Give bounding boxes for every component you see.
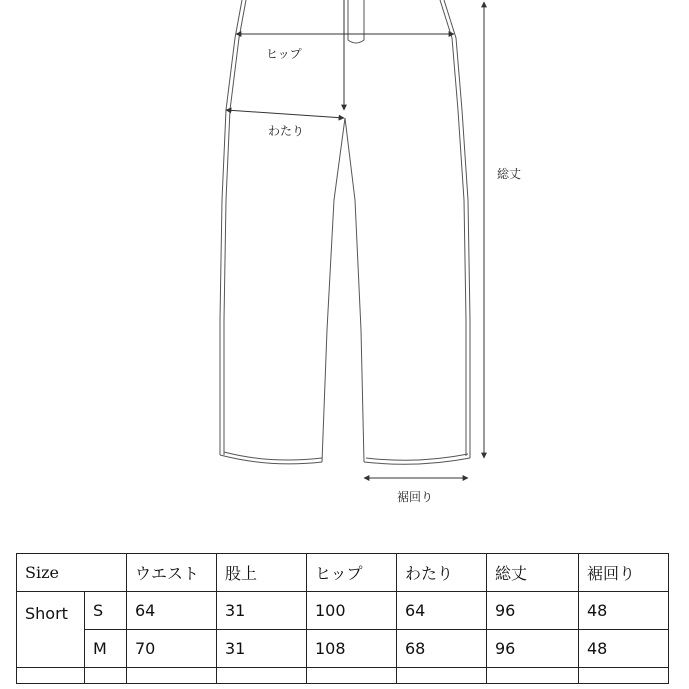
left-leg-inner — [322, 118, 345, 462]
right-leg-inner — [345, 118, 364, 462]
pants-outline — [220, 0, 470, 464]
size-cell: M — [85, 630, 127, 668]
cell — [85, 668, 127, 684]
size-chart-table — [16, 553, 669, 684]
cell — [217, 668, 307, 684]
value-cell: 68 — [397, 630, 487, 668]
value-cell: 100 — [307, 592, 397, 630]
table-row-cut-off — [17, 668, 669, 684]
header-size: Size — [17, 554, 127, 592]
cell — [17, 668, 85, 684]
header-waist: ウエスト — [127, 554, 217, 592]
header-rise: 股上 — [217, 554, 307, 592]
hem-label: 裾回り — [397, 490, 434, 504]
fly-stitch — [348, 0, 364, 43]
cell — [307, 668, 397, 684]
cell — [397, 668, 487, 684]
thigh-label: わたり — [268, 124, 305, 138]
size-group-label: Short — [17, 592, 85, 668]
value-cell: 48 — [579, 630, 669, 668]
hip-label: ヒップ — [266, 47, 302, 61]
table-row — [17, 592, 669, 630]
value-cell: 64 — [397, 592, 487, 630]
value-cell: 31 — [217, 630, 307, 668]
table-header-row — [17, 554, 669, 592]
cell — [127, 668, 217, 684]
size-cell: S — [85, 592, 127, 630]
header-hem: 裾回り — [579, 554, 669, 592]
measurement-arrows — [226, 0, 484, 478]
cell — [487, 668, 579, 684]
length-label: 総丈 — [497, 167, 522, 181]
value-cell: 64 — [127, 592, 217, 630]
header-thigh: わたり — [397, 554, 487, 592]
table-row — [17, 630, 669, 668]
header-hip: ヒップ — [307, 554, 397, 592]
value-cell: 48 — [579, 592, 669, 630]
value-cell: 108 — [307, 630, 397, 668]
value-cell: 70 — [127, 630, 217, 668]
value-cell: 96 — [487, 630, 579, 668]
cell — [579, 668, 669, 684]
left-leg-outer — [220, 0, 242, 455]
value-cell: 31 — [217, 592, 307, 630]
value-cell: 96 — [487, 592, 579, 630]
thigh-arrow — [226, 110, 344, 118]
header-length: 総丈 — [487, 554, 579, 592]
